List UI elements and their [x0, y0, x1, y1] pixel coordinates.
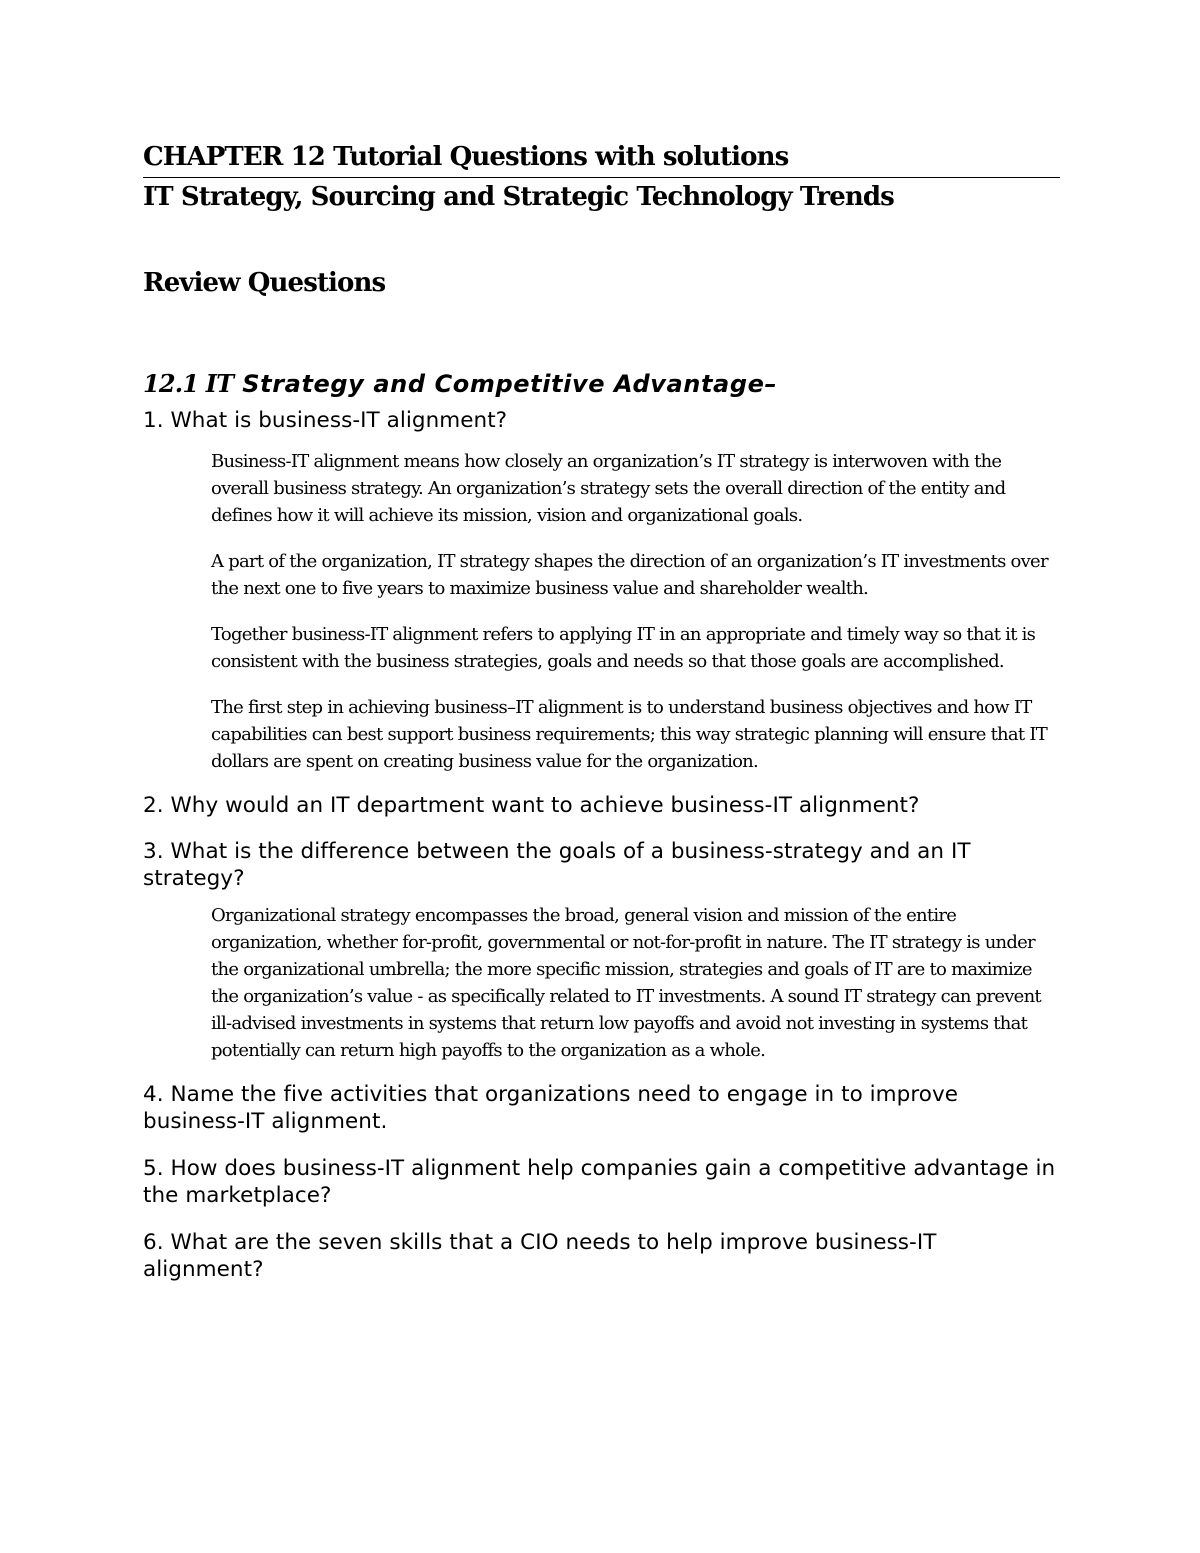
question: 5. How does business-IT alignment help companies gain a competitive advantage in the marketplace?: [143, 1156, 1056, 1208]
question: 1. What is business-IT alignment?: [143, 408, 508, 433]
answer-paragraph: A part of the organization, IT strategy shapes the direction of an organization’s IT investments over the next one to five years to maximize business value and shareholder wealth.: [211, 551, 1048, 599]
question: 3. What is the difference between the goals of a business-strategy and an IT strategy?: [143, 839, 971, 891]
review-questions-heading: Review Questions: [143, 268, 386, 298]
question: 6. What are the seven skills that a CIO needs to help improve business-IT alignment?: [143, 1230, 937, 1282]
answer-paragraph: The first step in achieving business–IT alignment is to understand business objectives and how IT capabilities can best support business requirements; this way strategic planning will ensure that IT dollars are spent on creating business value for the organization.: [211, 697, 1047, 772]
section-title: Strategy and Competitive Advantage–: [233, 370, 778, 398]
section-number: 12.1 IT: [143, 369, 234, 398]
question: 2. Why would an IT department want to achieve business-IT alignment?: [143, 793, 920, 818]
chapter-title: CHAPTER 12 Tutorial Questions with solutions: [143, 138, 1060, 178]
answer-paragraph: Together business-IT alignment refers to applying IT in an appropriate and timely way so that it is consistent with the business strategies, goals and needs so that those goals are accomplished.: [211, 624, 1036, 672]
question: 4. Name the five activities that organizations need to engage in to improve business-IT alignment.: [143, 1082, 959, 1134]
answer-paragraph: Business-IT alignment means how closely an organization’s IT strategy is interwoven with the overall business strategy. An organization’s strategy sets the overall direction of the entity and defines how it will achieve its mission, vision and organizational goals.: [211, 451, 1006, 526]
section-heading: [143, 367, 1060, 402]
answer-paragraph: Organizational strategy encompasses the broad, general vision and mission of the entire organization, whether for-profit, governmental or not-for-profit in nature. The IT strategy is under the organizational umbrella; the more specific mission, strategies and goals of IT are to maximize the organization’s value - as specifically related to IT investments. A sound IT strategy can prevent ill-advised investments in systems that return low payoffs and avoid not investing in systems that potentially can return high payoffs to the organization as a whole.: [211, 905, 1041, 1061]
document-page: [143, 138, 1060, 1283]
chapter-subtitle: IT Strategy, Sourcing and Strategic Technology Trends: [143, 182, 894, 212]
